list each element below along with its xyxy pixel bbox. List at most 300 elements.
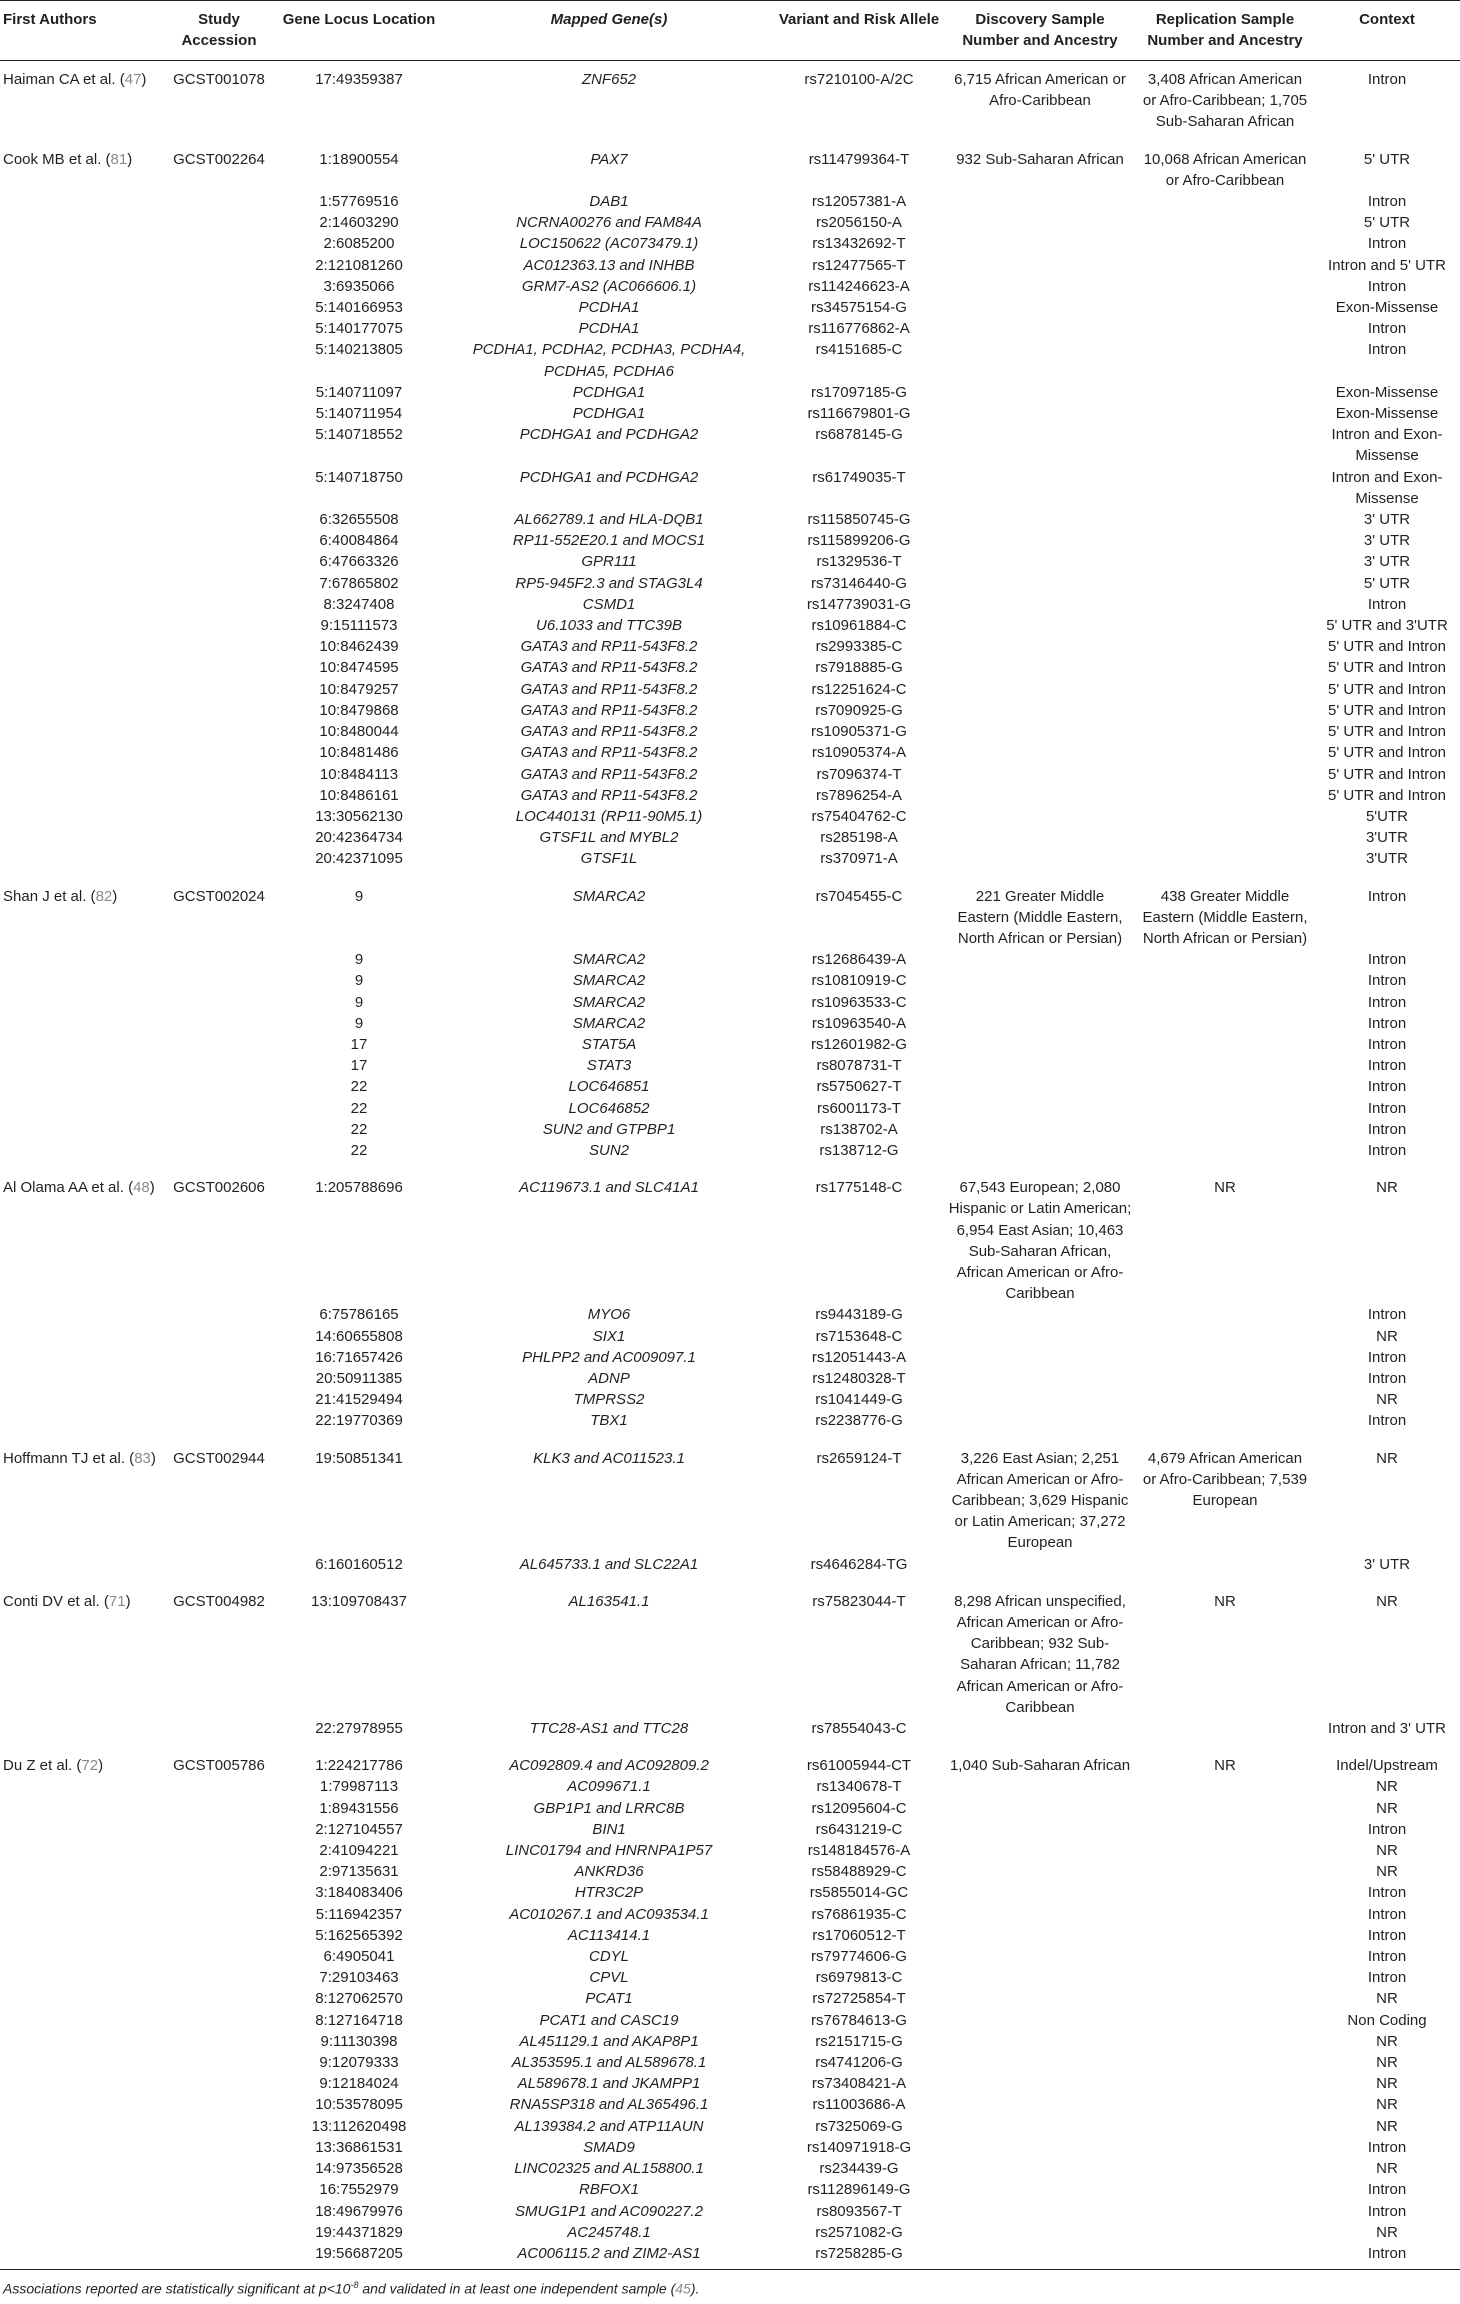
cell-study-accession [164, 2094, 274, 2115]
cell-gene-locus: 22:19770369 [315, 1412, 403, 1430]
cell-study-accession [164, 530, 274, 551]
cell-variant: rs12477565-T [812, 256, 906, 274]
cell-first-author [0, 573, 164, 594]
cell-variant: rs6431219-C [815, 1820, 903, 1838]
cell-first-author [0, 1882, 164, 1903]
cell-first-author [0, 1034, 164, 1055]
cell-first-author: Haiman CA et al. (47) [3, 71, 147, 88]
cell-context: 5' UTR [1363, 574, 1411, 592]
cell-replication-sample [1136, 2137, 1314, 2158]
table-row [0, 879, 1460, 950]
cell-first-author [0, 615, 164, 636]
cell-variant: rs9443189-G [815, 1306, 903, 1324]
cell-discovery-sample [944, 318, 1136, 339]
footnote-end: ). [690, 2280, 700, 2297]
table-row [0, 1368, 1460, 1389]
cell-first-author [0, 1819, 164, 1840]
cell-context: NR [1376, 2075, 1398, 2093]
cell-replication-sample [1136, 297, 1314, 318]
cell-variant: rs7090925-G [815, 701, 903, 719]
cell-study-accession [164, 949, 274, 970]
cell-discovery-sample: 3,226 East Asian; 2,251 African American or Afro-Caribbean; 3,629 Hispanic or Latin American; 37,272 European [951, 1449, 1129, 1552]
table-row [0, 636, 1460, 657]
author-name: Cook MB et al. [3, 150, 102, 168]
cell-study-accession [164, 339, 274, 381]
reference-link[interactable]: 83 [134, 1449, 151, 1467]
cell-gene-locus: 19:56687205 [274, 2243, 444, 2270]
cell-discovery-sample [944, 2201, 1136, 2222]
header-context: Context [1314, 1, 1460, 61]
cell-variant: rs12601982-G [811, 1035, 907, 1053]
cell-discovery-sample [944, 233, 1136, 254]
cell-first-author [0, 636, 164, 657]
cell-gene-locus: 10:8479868 [319, 701, 399, 719]
cell-study-accession [164, 1718, 274, 1748]
cell-discovery-sample [944, 785, 1136, 806]
cell-first-author [0, 1368, 164, 1389]
cell-replication-sample [1136, 509, 1314, 530]
cell-variant: rs7210100-A/2C [804, 71, 914, 88]
cell-gene-locus: 9:12184024 [319, 2075, 399, 2093]
reference-link[interactable]: 47 [124, 71, 142, 88]
cell-gene-locus: 3:184083406 [315, 1884, 403, 1902]
cell-variant: rs285198-A [820, 829, 898, 847]
cell-mapped-genes: RNA5SP318 and AL365496.1 [509, 2096, 709, 2114]
cell-variant: rs2571082-G [815, 2223, 903, 2241]
cell-first-author [0, 949, 164, 970]
cell-replication-sample [1136, 1819, 1314, 1840]
cell-context: Intron [1367, 1078, 1407, 1096]
cell-gene-locus: 10:8484113 [319, 765, 399, 783]
cell-gene-locus: 20:50911385 [315, 1369, 403, 1387]
footnote-ref[interactable]: 45 [675, 2280, 691, 2297]
cell-first-author [0, 594, 164, 615]
cell-mapped-genes: PCAT1 [585, 1990, 633, 2008]
cell-context: Exon-Missense [1335, 383, 1439, 401]
cell-replication-sample [1136, 318, 1314, 339]
cell-context: NR [1376, 1799, 1398, 1817]
cell-replication-sample [1136, 573, 1314, 594]
cell-study-accession [164, 255, 274, 276]
cell-first-author [0, 2010, 164, 2031]
table-row [0, 1119, 1460, 1140]
table-row [0, 1554, 1460, 1584]
cell-first-author [0, 1304, 164, 1325]
cell-mapped-genes: SMARCA2 [572, 887, 646, 905]
table-row [0, 1967, 1460, 1988]
cell-study-accession [164, 2010, 274, 2031]
cell-first-author [0, 764, 164, 785]
table-row [0, 382, 1460, 403]
cell-mapped-genes: PCAT1 and CASC19 [539, 2011, 679, 2029]
table-row [0, 1776, 1460, 1797]
table-row [0, 1055, 1460, 1076]
cell-context: 3' UTR [1363, 511, 1411, 529]
table-row [0, 2031, 1460, 2052]
cell-mapped-genes: NCRNA00276 and FAM84A [516, 214, 702, 232]
cell-study-accession [164, 1140, 274, 1170]
cell-variant: rs79774606-G [811, 1948, 907, 1966]
cell-discovery-sample [944, 1988, 1136, 2009]
cell-variant: rs12686439-A [811, 951, 907, 969]
cell-context: Intron [1367, 1014, 1407, 1032]
cell-study-accession [164, 594, 274, 615]
cell-variant: rs76861935-C [811, 1905, 907, 1923]
cell-context: NR [1376, 1449, 1398, 1467]
cell-first-author: Shan J et al. (82) [3, 887, 118, 905]
cell-study-accession: GCST004982 [173, 1592, 265, 1610]
cell-discovery-sample: 932 Sub-Saharan African [956, 150, 1124, 168]
cell-gene-locus: 19:50851341 [315, 1449, 403, 1467]
cell-discovery-sample [944, 1861, 1136, 1882]
cell-mapped-genes: CDYL [588, 1948, 629, 1966]
cell-context: Intron [1367, 2181, 1407, 2199]
cell-replication-sample [1136, 233, 1314, 254]
table-row [0, 1410, 1460, 1440]
cell-discovery-sample [944, 2243, 1136, 2270]
cell-discovery-sample [944, 615, 1136, 636]
cell-discovery-sample [944, 848, 1136, 878]
cell-first-author: Cook MB et al. (81) [3, 150, 133, 168]
cell-first-author [0, 1140, 164, 1170]
cell-discovery-sample [944, 255, 1136, 276]
cell-replication-sample [1136, 191, 1314, 212]
cell-study-accession [164, 573, 274, 594]
cell-gene-locus: 2:6085200 [323, 235, 395, 253]
cell-mapped-genes: AC099671.1 [567, 1778, 651, 1796]
cell-first-author [0, 1554, 164, 1584]
reference-link[interactable]: 72 [81, 1757, 99, 1775]
cell-study-accession [164, 1819, 274, 1840]
cell-gene-locus: 9:12079333 [319, 2054, 399, 2072]
cell-study-accession [164, 2222, 274, 2243]
cell-variant: rs7325069-G [815, 2117, 903, 2135]
cell-context: Exon-Missense [1335, 299, 1439, 317]
cell-mapped-genes: AL451129.1 and AKAP8P1 [519, 2032, 699, 2050]
cell-gene-locus: 5:140718750 [315, 468, 403, 486]
cell-context: Intron [1367, 1884, 1407, 1902]
cell-first-author [0, 551, 164, 572]
cell-discovery-sample [944, 721, 1136, 742]
cell-first-author [0, 276, 164, 297]
cell-discovery-sample [944, 1798, 1136, 1819]
cell-study-accession [164, 1055, 274, 1076]
cell-gene-locus: 16:71657426 [315, 1348, 403, 1366]
cell-replication-sample [1136, 785, 1314, 806]
cell-context: NR [1376, 1842, 1398, 1860]
cell-gene-locus: 9 [354, 993, 364, 1011]
cell-discovery-sample [944, 949, 1136, 970]
cell-context: Intron [1367, 1948, 1407, 1966]
cell-context: 5' UTR and Intron [1328, 744, 1446, 762]
cell-gene-locus: 5:140166953 [315, 299, 403, 317]
cell-first-author [0, 1347, 164, 1368]
cell-context: 5' UTR and Intron [1328, 701, 1446, 719]
cell-context: 5' UTR and Intron [1328, 680, 1446, 698]
cell-mapped-genes: PCDHGA1 [572, 383, 646, 401]
table-row [0, 679, 1460, 700]
cell-first-author [0, 806, 164, 827]
cell-mapped-genes: ADNP [588, 1369, 630, 1387]
cell-discovery-sample [944, 970, 1136, 991]
header-replication: Replication Sample Number and Ancestry [1136, 1, 1314, 61]
cell-variant: rs12251624-C [811, 680, 907, 698]
cell-gene-locus: 14:97356528 [315, 2160, 403, 2178]
cell-variant: rs2151715-G [815, 2032, 903, 2050]
cell-discovery-sample [944, 594, 1136, 615]
cell-mapped-genes: AL645733.1 and SLC22A1 [519, 1555, 699, 1573]
table-row [0, 848, 1460, 878]
cell-replication-sample [1136, 615, 1314, 636]
table-row [0, 339, 1460, 381]
author-name: Conti DV et al. [3, 1592, 100, 1610]
cell-first-author [0, 827, 164, 848]
cell-discovery-sample [944, 382, 1136, 403]
reference-link[interactable]: 48 [133, 1179, 150, 1197]
cell-discovery-sample [944, 1819, 1136, 1840]
cell-variant: rs147739031-G [806, 595, 912, 613]
cell-gene-locus: 2:97135631 [319, 1863, 399, 1881]
cell-variant: rs4646284-TG [810, 1555, 908, 1573]
cell-mapped-genes: AL589678.1 and JKAMPP1 [517, 2075, 701, 2093]
cell-variant: rs7896254-A [816, 786, 902, 804]
cell-replication-sample [1136, 1013, 1314, 1034]
cell-first-author [0, 657, 164, 678]
cell-first-author [0, 509, 164, 530]
cell-context: Intron and 5' UTR [1328, 256, 1446, 274]
cell-mapped-genes: TTC28-AS1 and TTC28 [529, 1720, 689, 1738]
cell-replication-sample [1136, 1861, 1314, 1882]
header-first-authors: First Authors [0, 1, 164, 61]
cell-mapped-genes: LOC646852 [568, 1099, 650, 1117]
cell-discovery-sample [944, 1882, 1136, 1903]
cell-discovery-sample [944, 1389, 1136, 1410]
cell-gene-locus: 6:75786165 [319, 1306, 399, 1324]
cell-first-author [0, 1055, 164, 1076]
cell-study-accession [164, 1840, 274, 1861]
cell-context: NR [1376, 1391, 1398, 1409]
cell-replication-sample [1136, 2222, 1314, 2243]
cell-study-accession [164, 1076, 274, 1097]
cell-first-author: Hoffmann TJ et al. (83) [3, 1449, 156, 1467]
cell-replication-sample [1136, 1925, 1314, 1946]
cell-study-accession [164, 2179, 274, 2200]
cell-gene-locus: 3:6935066 [323, 277, 395, 295]
table-row [0, 1140, 1460, 1170]
cell-mapped-genes: AC119673.1 and SLC41A1 [519, 1179, 699, 1197]
cell-discovery-sample [944, 1776, 1136, 1797]
cell-mapped-genes: ZNF652 [581, 71, 637, 88]
table-row [0, 2052, 1460, 2073]
cell-replication-sample [1136, 530, 1314, 551]
cell-variant: rs116776862-A [808, 320, 910, 338]
cell-gene-locus: 22 [350, 1141, 368, 1159]
cell-mapped-genes: TMPRSS2 [573, 1391, 645, 1409]
cell-first-author [0, 1946, 164, 1967]
cell-first-author [0, 530, 164, 551]
cell-first-author [0, 1967, 164, 1988]
author-name: Hoffmann TJ et al. [3, 1449, 126, 1467]
cell-study-accession [164, 1098, 274, 1119]
cell-mapped-genes: PCDHGA1 and PCDHGA2 [519, 426, 699, 444]
cell-discovery-sample [944, 1410, 1136, 1440]
table-row [0, 1819, 1460, 1840]
cell-replication-sample [1136, 949, 1314, 970]
cell-first-author [0, 700, 164, 721]
reference-link[interactable]: 82 [95, 887, 113, 905]
cell-context: NR [1376, 1778, 1398, 1796]
cell-gene-locus: 6:40084864 [319, 532, 399, 550]
cell-context: Intron [1367, 1905, 1407, 1923]
cell-gene-locus: 9:15111573 [320, 617, 398, 635]
cell-mapped-genes: SMAD9 [583, 2138, 635, 2156]
cell-replication-sample [1136, 2031, 1314, 2052]
cell-mapped-genes: SMARCA2 [572, 1014, 646, 1032]
cell-study-accession [164, 297, 274, 318]
cell-variant: rs5750627-T [816, 1078, 902, 1096]
cell-first-author [0, 1326, 164, 1347]
cell-replication-sample: NR [1214, 1757, 1236, 1775]
cell-variant: rs75823044-T [812, 1592, 906, 1610]
cell-replication-sample [1136, 1119, 1314, 1140]
cell-study-accession [164, 970, 274, 991]
cell-context: 5' UTR and Intron [1328, 786, 1446, 804]
table-row [0, 806, 1460, 827]
cell-variant: rs73408421-A [811, 2075, 907, 2093]
cell-mapped-genes: SMARCA2 [572, 993, 646, 1011]
cell-discovery-sample [944, 2031, 1136, 2052]
header-gene-locus: Gene Locus Location [274, 1, 444, 61]
cell-gene-locus: 17:49359387 [315, 71, 403, 88]
cell-gene-locus: 5:140711954 [315, 405, 403, 423]
cell-discovery-sample [944, 2158, 1136, 2179]
cell-gene-locus: 22 [350, 1078, 368, 1096]
table-row [0, 1441, 1460, 1554]
cell-replication-sample [1136, 992, 1314, 1013]
cell-gene-locus: 5:116942357 [315, 1905, 403, 1923]
cell-context: Intron [1367, 1348, 1407, 1366]
reference-link[interactable]: 81 [110, 150, 128, 168]
cell-context: Indel/Upstream [1336, 1757, 1438, 1775]
cell-discovery-sample [944, 1554, 1136, 1584]
cell-first-author [0, 1925, 164, 1946]
table-row [0, 1013, 1460, 1034]
cell-study-accession [164, 382, 274, 403]
cell-variant: rs138712-G [819, 1141, 899, 1159]
cell-first-author [0, 382, 164, 403]
cell-study-accession [164, 1904, 274, 1925]
cell-mapped-genes: PCDHA1 [578, 299, 640, 317]
cell-variant: rs12095604-C [811, 1799, 907, 1817]
cell-gene-locus: 13:112620498 [311, 2117, 407, 2135]
cell-variant: rs6979813-C [815, 1969, 903, 1987]
cell-context: Intron [1367, 71, 1407, 88]
cell-mapped-genes: LOC150622 (AC073479.1) [519, 235, 699, 253]
cell-replication-sample [1136, 1368, 1314, 1389]
cell-first-author [0, 424, 164, 466]
cell-study-accession [164, 700, 274, 721]
cell-context: NR [1376, 1592, 1398, 1610]
cell-discovery-sample [944, 573, 1136, 594]
cell-context: Intron [1367, 972, 1407, 990]
cell-discovery-sample [944, 2116, 1136, 2137]
table-row [0, 551, 1460, 572]
cell-variant: rs2659124-T [816, 1449, 902, 1467]
cell-replication-sample: 4,679 African American or Afro-Caribbean; 7,539 European [1142, 1449, 1308, 1509]
cell-replication-sample [1136, 551, 1314, 572]
cell-discovery-sample [944, 1119, 1136, 1140]
cell-study-accession: GCST005786 [173, 1757, 265, 1775]
cell-discovery-sample [944, 2073, 1136, 2094]
cell-context: 5' UTR and 3'UTR [1326, 617, 1448, 635]
cell-study-accession [164, 2031, 274, 2052]
cell-mapped-genes: SIX1 [592, 1327, 626, 1345]
cell-study-accession [164, 1554, 274, 1584]
cell-discovery-sample [944, 700, 1136, 721]
cell-variant: rs7153648-C [815, 1327, 903, 1345]
cell-gene-locus: 10:8486161 [319, 786, 399, 804]
cell-study-accession [164, 1967, 274, 1988]
cell-context: Intron and Exon-Missense [1331, 426, 1443, 465]
cell-gene-locus: 8:127164718 [315, 2011, 403, 2029]
cell-context: Intron [1367, 1412, 1407, 1430]
cell-discovery-sample [944, 191, 1136, 212]
cell-gene-locus: 8:127062570 [315, 1990, 403, 2008]
cell-discovery-sample [944, 530, 1136, 551]
cell-discovery-sample [944, 742, 1136, 763]
cell-mapped-genes: BIN1 [592, 1820, 626, 1838]
cell-mapped-genes: CSMD1 [582, 595, 636, 613]
reference-link[interactable]: 71 [108, 1592, 126, 1610]
cell-gene-locus: 9 [354, 972, 364, 990]
table-row [0, 1925, 1460, 1946]
cell-replication-sample [1136, 2158, 1314, 2179]
table-row [0, 657, 1460, 678]
table-row [0, 255, 1460, 276]
cell-variant: rs2056150-A [816, 214, 902, 232]
cell-context: 3' UTR [1363, 553, 1411, 571]
cell-context: NR [1376, 1863, 1398, 1881]
cell-gene-locus: 16:7552979 [319, 2181, 399, 2199]
cell-replication-sample [1136, 2010, 1314, 2031]
table-row [0, 764, 1460, 785]
cell-gene-locus: 22 [350, 1099, 368, 1117]
cell-first-author [0, 403, 164, 424]
cell-mapped-genes: AC010267.1 and AC093534.1 [509, 1905, 709, 1923]
cell-replication-sample [1136, 721, 1314, 742]
cell-study-accession [164, 1389, 274, 1410]
cell-mapped-genes: RP11-552E20.1 and MOCS1 [512, 532, 706, 550]
cell-study-accession [164, 742, 274, 763]
cell-variant: rs10963533-C [811, 993, 907, 1011]
cell-study-accession [164, 785, 274, 806]
cell-gene-locus: 9:11130398 [320, 2032, 398, 2050]
table-row [0, 1718, 1460, 1748]
cell-mapped-genes: GATA3 and RP11-543F8.2 [520, 638, 698, 656]
cell-discovery-sample [944, 1967, 1136, 1988]
cell-context: Intron [1367, 277, 1407, 295]
cell-replication-sample [1136, 1840, 1314, 1861]
table-row [0, 509, 1460, 530]
cell-first-author [0, 679, 164, 700]
cell-gene-locus: 13:109708437 [311, 1592, 407, 1610]
table-row [0, 949, 1460, 970]
cell-replication-sample [1136, 657, 1314, 678]
header-row [0, 1, 1460, 61]
cell-discovery-sample [944, 1840, 1136, 1861]
cell-variant: rs5855014-GC [809, 1884, 909, 1902]
cell-context: Intron [1367, 1306, 1407, 1324]
